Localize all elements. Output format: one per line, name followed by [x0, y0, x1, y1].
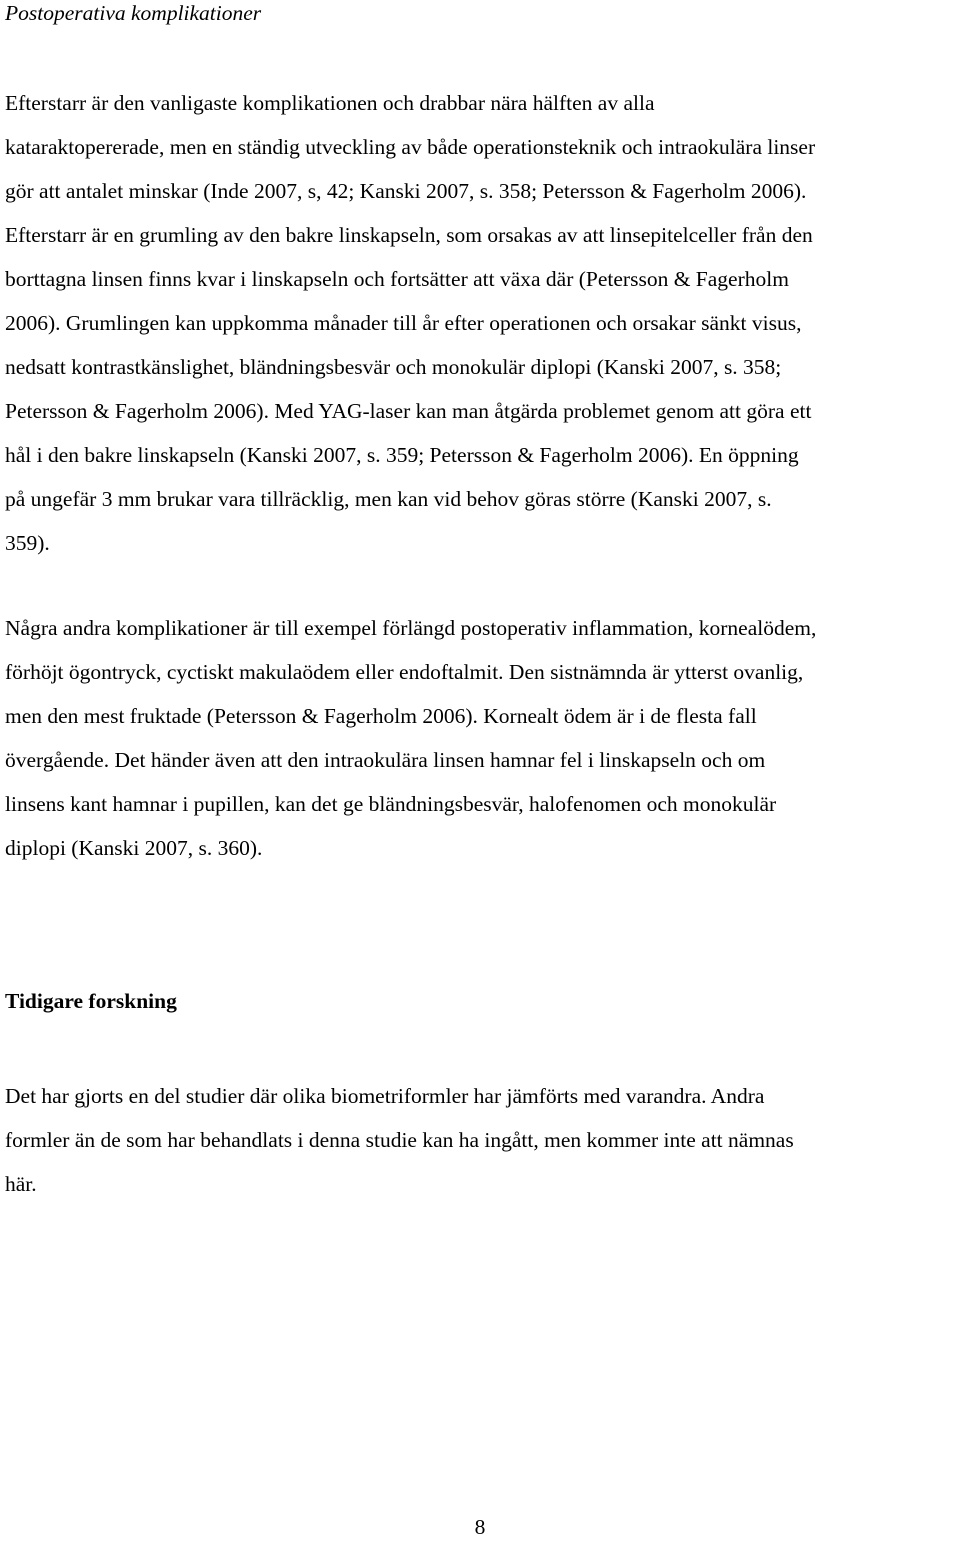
text-line: förhöjt ögontryck, cyctiskt makulaödem eller endoftalmit. Den sistnämnda är ytterst ovanlig,: [5, 660, 804, 684]
page-number: 8: [474, 1515, 486, 1539]
paragraph-andra-komplikationer: [5, 606, 960, 870]
text-line: Petersson & Fagerholm 2006). Med YAG-laser kan man åtgärda problemet genom att göra ett: [5, 399, 812, 423]
text-line: 359).: [5, 531, 50, 555]
paragraph-tidigare-forskning: [5, 1074, 960, 1206]
text-line: här.: [5, 1172, 37, 1196]
text-line: Det har gjorts en del studier där olika biometriformler har jämförts med varandra. Andra: [5, 1084, 765, 1108]
text-line: 2006). Grumlingen kan uppkomma månader till år efter operationen och orsakar sänkt visus,: [5, 311, 802, 335]
text-line: borttagna linsen finns kvar i linskapseln och fortsätter att växa där (Petersson & Fagerholm: [5, 267, 789, 291]
text-line: kataraktopererade, men en ständig utveckling av både operationsteknik och intraokulära linser: [5, 135, 816, 159]
text-line: Några andra komplikationer är till exempel förlängd postoperativ inflammation, kornealödem,: [5, 616, 817, 640]
text-line: Efterstarr är en grumling av den bakre linskapseln, som orsakas av att linsepitelceller från den: [5, 223, 813, 247]
text-line: linsens kant hamnar i pupillen, kan det ge bländningsbesvär, halofenomen och monokulär: [5, 792, 777, 816]
section-heading: Postoperativa komplikationer: [5, 1, 262, 25]
text-line: formler än de som har behandlats i denna studie kan ha ingått, men kommer inte att nämnas: [5, 1128, 794, 1152]
paragraph-efterstarr: [5, 81, 960, 565]
text-line: Efterstarr är den vanligaste komplikationen och drabbar nära hälften av alla: [5, 91, 655, 115]
text-line: övergående. Det händer även att den intraokulära linsen hamnar fel i linskapseln och om: [5, 748, 766, 772]
text-line: på ungefär 3 mm brukar vara tillräcklig, men kan vid behov göras större (Kanski 2007, s.: [5, 487, 772, 511]
subheading-tidigare-forskning: Tidigare forskning: [5, 989, 177, 1013]
text-line: gör att antalet minskar (Inde 2007, s, 42; Kanski 2007, s. 358; Petersson & Fagerholm 2006).: [5, 179, 807, 203]
text-line: men den mest fruktade (Petersson & Fagerholm 2006). Kornealt ödem är i de flesta fall: [5, 704, 757, 728]
text-line: hål i den bakre linskapseln (Kanski 2007, s. 359; Petersson & Fagerholm 2006). En öppning: [5, 443, 799, 467]
text-line: nedsatt kontrastkänslighet, bländningsbesvär och monokulär diplopi (Kanski 2007, s. 358;: [5, 355, 782, 379]
text-line: diplopi (Kanski 2007, s. 360).: [5, 836, 263, 860]
